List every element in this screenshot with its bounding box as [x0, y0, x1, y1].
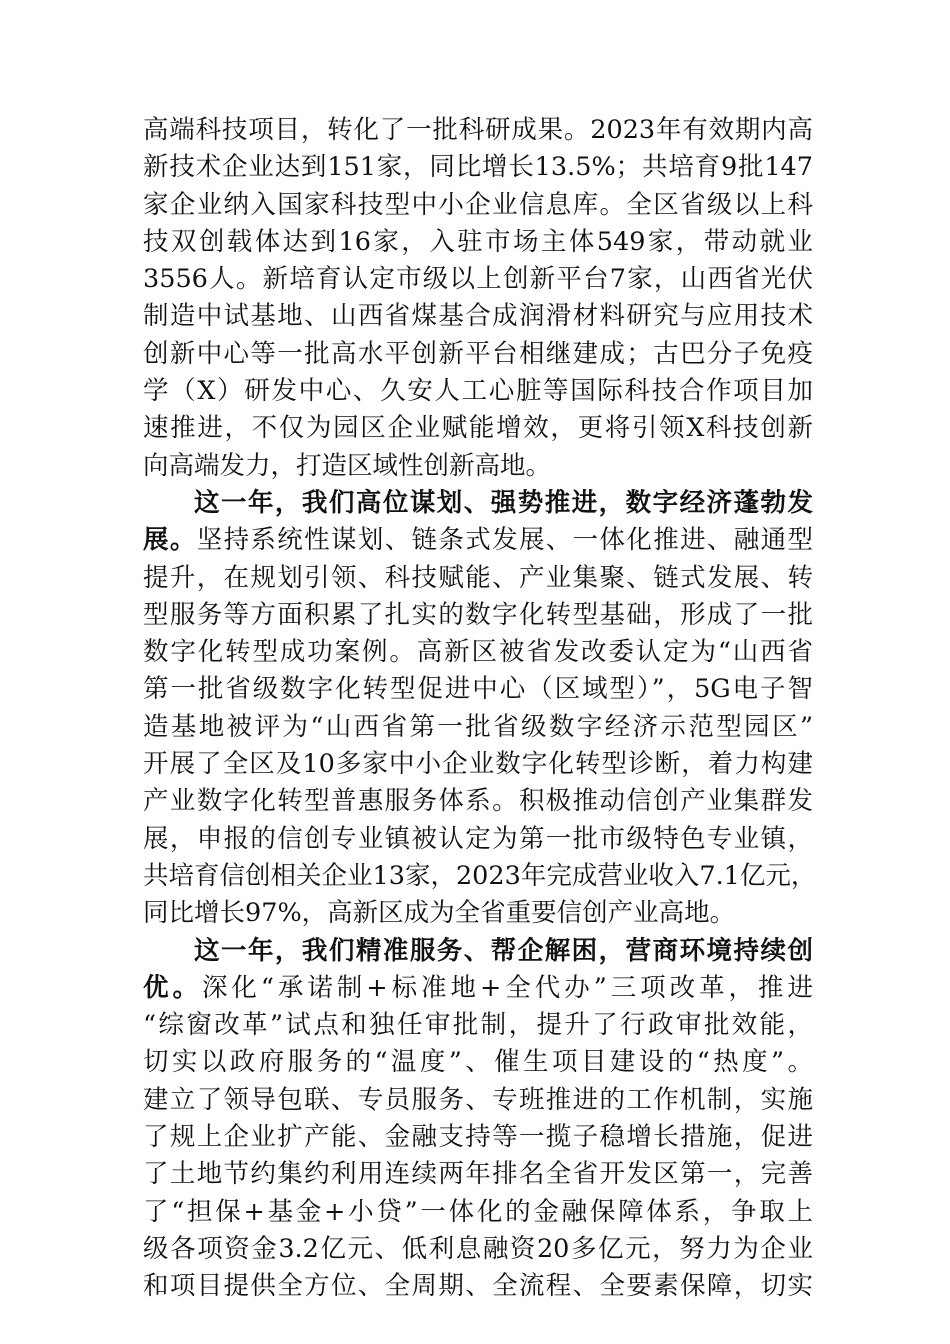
text-line: 高端科技项目，转化了一批科研成果。2023年有效期内高: [143, 115, 813, 145]
paragraph-tech-innovation: [143, 112, 813, 485]
text-line: 型服务等方面积累了扎实的数字化转型基础，形成了一批: [143, 599, 813, 630]
text-line: [143, 522, 813, 559]
text-line: 了规上企业扩产能、金融支持等一揽子稳增长措施，促进: [143, 1122, 813, 1153]
text-run: 坚持系统性谋划、链条式发展、一体化推进、融通型: [196, 525, 813, 556]
text-line: 开展了全区及10多家中小企业数字化转型诊断，着力构建: [143, 749, 813, 780]
text-line: 数字化转型成功案例。高新区被省发改委认定为“山西省: [143, 637, 813, 668]
text-line: 创新中心等一批高水平创新平台相继建成；古巴分子免疫: [143, 338, 813, 369]
text-line: 提升，在规划引领、科技赋能、产业集聚、链式发展、转: [143, 562, 813, 593]
paragraph-heading-end: 展。: [143, 525, 197, 556]
text-run: 深化“承诺制+标准地+全代办”三项改革，推进: [201, 972, 813, 1003]
text-line: 造基地被评为“山西省第一批省级数字经济示范型园区”: [143, 711, 813, 742]
text-line: 同比增长97%，高新区成为全省重要信创产业高地。: [143, 898, 736, 929]
text-line: 级各项资金3.2亿元、低利息融资20多亿元，努力为企业: [143, 1233, 813, 1264]
text-line: 家企业纳入国家科技型中小企业信息库。全区省级以上科: [143, 189, 813, 220]
text-line: 新技术企业达到151家，同比增长13.5%；共培育9批147: [143, 152, 813, 183]
text-line: [143, 970, 813, 1007]
body-text: [143, 112, 817, 1306]
text-line: 速推进，不仅为园区企业赋能增效，更将引领X科技创新: [143, 413, 813, 444]
text-line: 向高端发力，打造区域性创新高地。: [143, 450, 552, 481]
text-line: 了土地节约集约利用连续两年排名全省开发区第一，完善: [143, 1159, 813, 1190]
paragraph-heading-end: 优。: [143, 972, 202, 1003]
paragraph-heading: 这一年，我们高位谋划、强势推进，数字经济蓬勃发: [194, 487, 813, 518]
text-line: “综窗改革”试点和独任审批制，提升了行政审批效能，: [143, 1010, 813, 1041]
text-line: 制造中试基地、山西省煤基合成润滑材料研究与应用技术: [143, 301, 813, 332]
text-line: 建立了领导包联、专员服务、专班推进的工作机制，实施: [143, 1084, 813, 1115]
text-line: 技双创载体达到16家，入驻市场主体549家，带动就业: [143, 226, 813, 257]
text-line: 3556人。新培育认定市级以上创新平台7家，山西省光伏: [143, 264, 813, 295]
text-line: 了“担保+基金+小贷”一体化的金融保障体系，争取上: [143, 1196, 813, 1227]
text-line: 第一批省级数字化转型促进中心（区域型）”，5G电子智: [143, 674, 813, 705]
text-line: 和项目提供全方位、全周期、全流程、全要素保障，切实: [143, 1271, 813, 1302]
text-line: 切实以政府服务的“温度”、催生项目建设的“热度”。: [143, 1047, 813, 1078]
text-line: 产业数字化转型普惠服务体系。积极推动信创产业集群发: [143, 786, 813, 817]
text-line: 展，申报的信创专业镇被认定为第一批市级特色专业镇，: [143, 823, 813, 854]
text-line: 学（X）研发中心、久安人工心脏等国际科技合作项目加: [143, 376, 813, 407]
paragraph-business-environment: [143, 933, 813, 1306]
paragraph-digital-economy: [143, 485, 817, 933]
paragraph-heading: 这一年，我们精准服务、帮企解困，营商环境持续创: [194, 935, 813, 966]
text-line: 共培育信创相关企业13家，2023年完成营业收入7.1亿元，: [143, 860, 817, 891]
